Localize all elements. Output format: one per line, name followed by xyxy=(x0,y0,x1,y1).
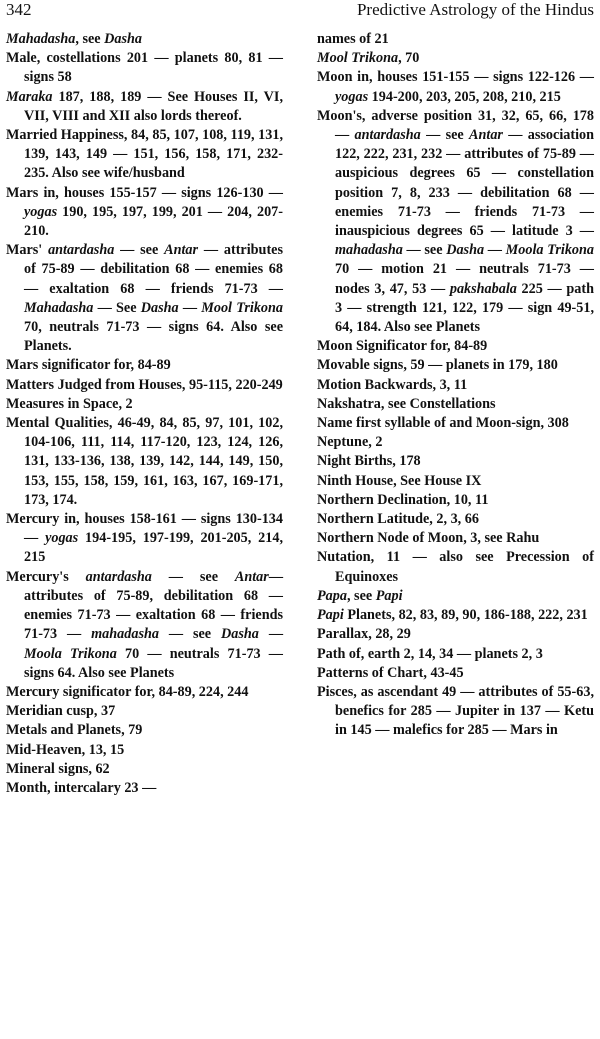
index-entry: Moon's, adverse position 31, 32, 65, 66, 178 — antardasha — see Antar — association 122, 222, 231, 232 — attributes of 75-89 — auspicious degrees 65 — constellation position 7, 8, 233 — debilitation 68 — enemies 71-73 — friends 71-73 — inauspicious degrees 65 — latitude 3 — mahadasha — see Dasha — Moola Trikona 70 — motion 21 — neutrals 71-73 — nodes 3, 47, 53 — pakshabala 225 — path 3 — strength 121, 122, 179 — sign 49-51, 64, 184. Also see Planets xyxy=(317,107,594,336)
index-entry: Mars in, houses 155-157 — signs 126-130 — yogas 190, 195, 197, 199, 201 — 204, 207-210. xyxy=(6,184,283,240)
index-entry: Mahadasha, see Dasha xyxy=(6,31,143,47)
index-entry: Movable signs, 59 — planets in 179, 180 xyxy=(317,357,558,374)
index-entry: Maraka 187, 188, 189 — See Houses II, VI, VII, VIII and XII also lords thereof. xyxy=(6,88,283,124)
page-header xyxy=(0,0,600,26)
index-entry: Mars' antardasha — see Antar — attributes of 75-89 — debilitation 68 — enemies 68 — exaltation 68 — friends 71-73 — Mahadasha — See Dasha — Mool Trikona 70, neutrals 71-73 — signs 64. Also see Planets. xyxy=(6,242,283,355)
index-entry: Mental Qualities, 46-49, 84, 85, 97, 101, 102, 104-106, 111, 114, 117-120, 123, 124, 126, 131, 133-136, 138, 139, 142, 144, 149, 150, 153, 155, 158, 159, 161, 163, 167, 169-171, 173, 174. xyxy=(6,415,283,508)
index-entry: Papa, see Papi xyxy=(317,587,403,604)
index-entry: Mercury significator for, 84-89, 224, 244 xyxy=(6,683,249,700)
index-entry: Married Happiness, 84, 85, 107, 108, 119, 131, 139, 143, 149 — 151, 156, 158, 171, 232-235. Also see wife/husband xyxy=(6,127,283,182)
index-entry: Nutation, 11 — also see Precession of Equinoxes xyxy=(317,549,594,585)
index-entry: Month, intercalary 23 — xyxy=(6,779,157,796)
index-entry: Mineral signs, 62 xyxy=(6,760,110,777)
index-entry: Mars significator for, 84-89 xyxy=(6,357,171,374)
index-entry: Name first syllable of and Moon-sign, 308 xyxy=(317,415,569,432)
index-entry: Northern Declination, 10, 11 xyxy=(317,491,489,508)
index-entry: Moon in, houses 151-155 — signs 122-126 — yogas 194-200, 203, 205, 208, 210, 215 xyxy=(317,69,594,105)
index-entry: Measures in Space, 2 xyxy=(6,395,133,412)
page-number: 342 xyxy=(6,0,32,19)
index-entry: Northern Node of Moon, 3, see Rahu xyxy=(317,530,540,547)
index-entry: Male, costellations 201 — planets 80, 81 — signs 58 xyxy=(6,50,283,86)
index-entry: Nakshatra, see Constellations xyxy=(317,395,496,412)
index-entry: Northern Latitude, 2, 3, 66 xyxy=(317,511,479,528)
index-column-right xyxy=(317,30,594,1039)
index-entry: Pisces, as ascendant 49 — attributes of 55-63, benefics for 285 — Jupiter in 137 — Ketu in 145 — malefics for 285 — Mars in xyxy=(317,683,594,739)
index-entry: Moon Significator for, 84-89 xyxy=(317,338,488,355)
index-entry: Matters Judged from Houses, 95-115, 220-249 xyxy=(6,376,283,393)
index-entry: Ninth House, See House IX xyxy=(317,472,482,489)
index-entry: Meridian cusp, 37 xyxy=(6,703,116,720)
index-columns xyxy=(6,30,594,1039)
index-entry: Path of, earth 2, 14, 34 — planets 2, 3 xyxy=(317,645,543,662)
index-entry: Mercury's antardasha — see Antar—attributes of 75-89, debilitation 68 — enemies 71-73 — exaltation 68 — friends 71-73 — mahadasha — see Dasha — Moola Trikona 70 — neutrals 71-73 — signs 64. Also see Planets xyxy=(6,568,283,681)
index-entry: names of 21 xyxy=(317,31,389,47)
index-entry: Motion Backwards, 3, 11 xyxy=(317,376,468,393)
index-entry: Papi Planets, 82, 83, 89, 90, 186-188, 222, 231 xyxy=(317,607,588,624)
running-title: Predictive Astrology of the Hindus xyxy=(356,0,594,19)
index-entry: Night Births, 178 xyxy=(317,453,421,470)
index-entry: Neptune, 2 xyxy=(317,434,383,451)
index-entry: Parallax, 28, 29 xyxy=(317,626,411,643)
index-entry: Mid-Heaven, 13, 15 xyxy=(6,741,125,758)
index-entry: Mool Trikona, 70 xyxy=(317,50,420,67)
index-entry: Mercury in, houses 158-161 — signs 130-134 — yogas 194-195, 197-199, 201-205, 214, 215 xyxy=(6,511,283,566)
index-column-left xyxy=(6,30,283,1039)
index-entry: Patterns of Chart, 43-45 xyxy=(317,664,464,681)
index-entry: Metals and Planets, 79 xyxy=(6,722,143,739)
